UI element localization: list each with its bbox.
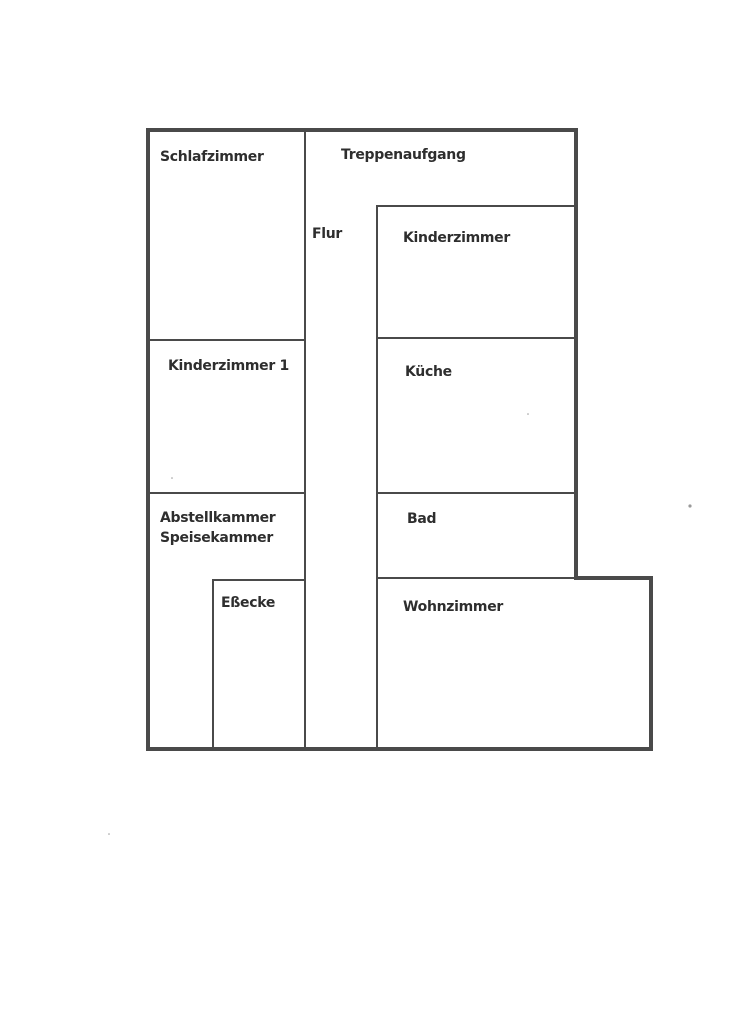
label-bad: Bad bbox=[407, 511, 437, 527]
scan-speck bbox=[527, 413, 529, 415]
label-treppenaufgang: Treppenaufgang bbox=[341, 147, 466, 163]
wall-right-rooms bbox=[377, 206, 576, 749]
label-essecke: Eßecke bbox=[221, 595, 276, 611]
label-speisekammer: Speisekammer bbox=[160, 530, 273, 546]
label-kueche: Küche bbox=[405, 364, 452, 380]
scan-speck bbox=[688, 504, 691, 507]
outer-wall bbox=[148, 130, 651, 749]
label-kinderzimmer: Kinderzimmer bbox=[403, 230, 510, 246]
scan-speck bbox=[108, 833, 110, 835]
label-wohnzimmer: Wohnzimmer bbox=[403, 599, 504, 615]
scan-speck bbox=[171, 477, 173, 479]
label-kinderzimmer-1: Kinderzimmer 1 bbox=[168, 358, 289, 374]
label-schlafzimmer: Schlafzimmer bbox=[160, 149, 264, 165]
label-flur: Flur bbox=[312, 226, 343, 242]
label-abstellkammer: Abstellkammer bbox=[160, 510, 276, 526]
